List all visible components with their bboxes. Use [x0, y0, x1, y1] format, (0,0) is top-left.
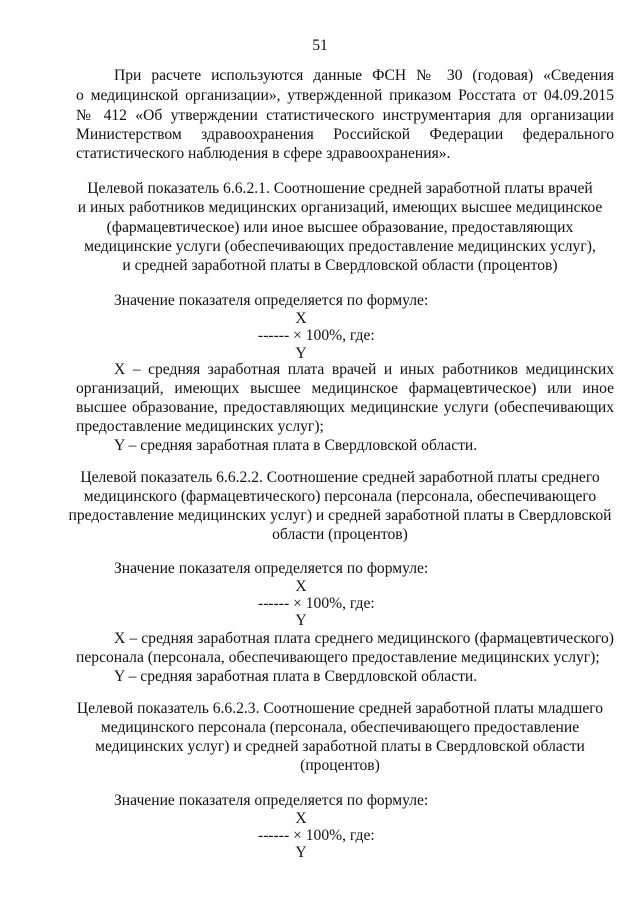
section-heading-line: области (процентов) — [272, 526, 408, 543]
section-heading-line: медицинских услуг) и средней заработной платы в Свердловской области — [95, 738, 585, 755]
section-heading-line: (фармацевтическое) или иное высшее образование, предоставляющих — [106, 219, 574, 236]
formula-intro: Значение показателя определяется по формуле: — [114, 792, 429, 809]
formula-operator: ------ × 100%, где: — [258, 827, 375, 844]
section-heading-line: медицинского персонала (персонала, обеспечивающего предоставление — [100, 719, 580, 736]
formula-numerator: X — [295, 810, 307, 827]
intro-line: Министерством здравоохранения Российской Федерации федерального — [76, 126, 614, 143]
x-definition-line: персонала (персонала, обеспечивающего предоставление медицинских услуг); — [76, 649, 600, 666]
x-definition-line: организаций, имеющих высшее медицинское фармацевтическое) или иное — [76, 380, 614, 397]
section-heading-line: медицинские услуги (обеспечивающих предоставление медицинских услуг), — [84, 238, 596, 255]
x-definition-line: высшее образование, предоставляющих медицинские услуги (обеспечивающих — [76, 399, 614, 416]
section-heading-line: Целевой показатель 6.6.2.2. Соотношение средней заработной платы среднего — [80, 469, 600, 486]
formula-denominator: Y — [295, 612, 307, 629]
y-definition: Y – средняя заработная плата в Свердловской области. — [114, 668, 478, 685]
section-heading-line: предоставление медицинских услуг) и средней заработной платы в Свердловской — [68, 507, 612, 524]
y-definition: Y – средняя заработная плата в Свердловской области. — [114, 437, 478, 454]
section-heading-line: и средней заработной платы в Свердловской области (процентов) — [122, 257, 558, 274]
formula-numerator: X — [295, 578, 307, 595]
formula-denominator: Y — [295, 844, 307, 861]
x-definition-line: X – средняя заработная плата среднего медицинского (фармацевтического) — [114, 630, 614, 647]
section-heading-line: Целевой показатель 6.6.2.1. Соотношение средней заработной платы врачей — [87, 180, 593, 197]
intro-line: о медицинской организации», утвержденной приказом Росстата от 04.09.2015 — [76, 87, 614, 104]
intro-line: При расчете используются данные ФСН № 30 (годовая) «Сведения — [114, 67, 614, 84]
x-definition-line: X – средняя заработная плата врачей и иных работников медицинских — [114, 361, 614, 378]
section-heading-line: Целевой показатель 6.6.2.3. Соотношение средней заработной платы младшего — [76, 700, 604, 717]
formula-intro: Значение показателя определяется по формуле: — [114, 292, 429, 309]
page-number: 51 — [312, 37, 328, 54]
formula-intro: Значение показателя определяется по формуле: — [114, 560, 429, 577]
formula-operator: ------ × 100%, где: — [258, 327, 375, 344]
section-heading-line: (процентов) — [300, 757, 380, 774]
intro-line: № 412 «Об утверждении статистического инструментария для организации — [76, 107, 614, 124]
section-heading-line: и иных работников медицинских организаций, имеющих высшее медицинское — [77, 199, 603, 216]
x-definition-line: предоставление медицинских услуг); — [76, 418, 324, 435]
formula-numerator: X — [295, 310, 307, 327]
formula-operator: ------ × 100%, где: — [258, 595, 375, 612]
formula-denominator: Y — [295, 345, 307, 362]
intro-line: статистического наблюдения в сфере здравоохранения». — [76, 145, 451, 162]
section-heading-line: медицинского (фармацевтического) персонала (персонала, обеспечивающего — [83, 488, 597, 505]
